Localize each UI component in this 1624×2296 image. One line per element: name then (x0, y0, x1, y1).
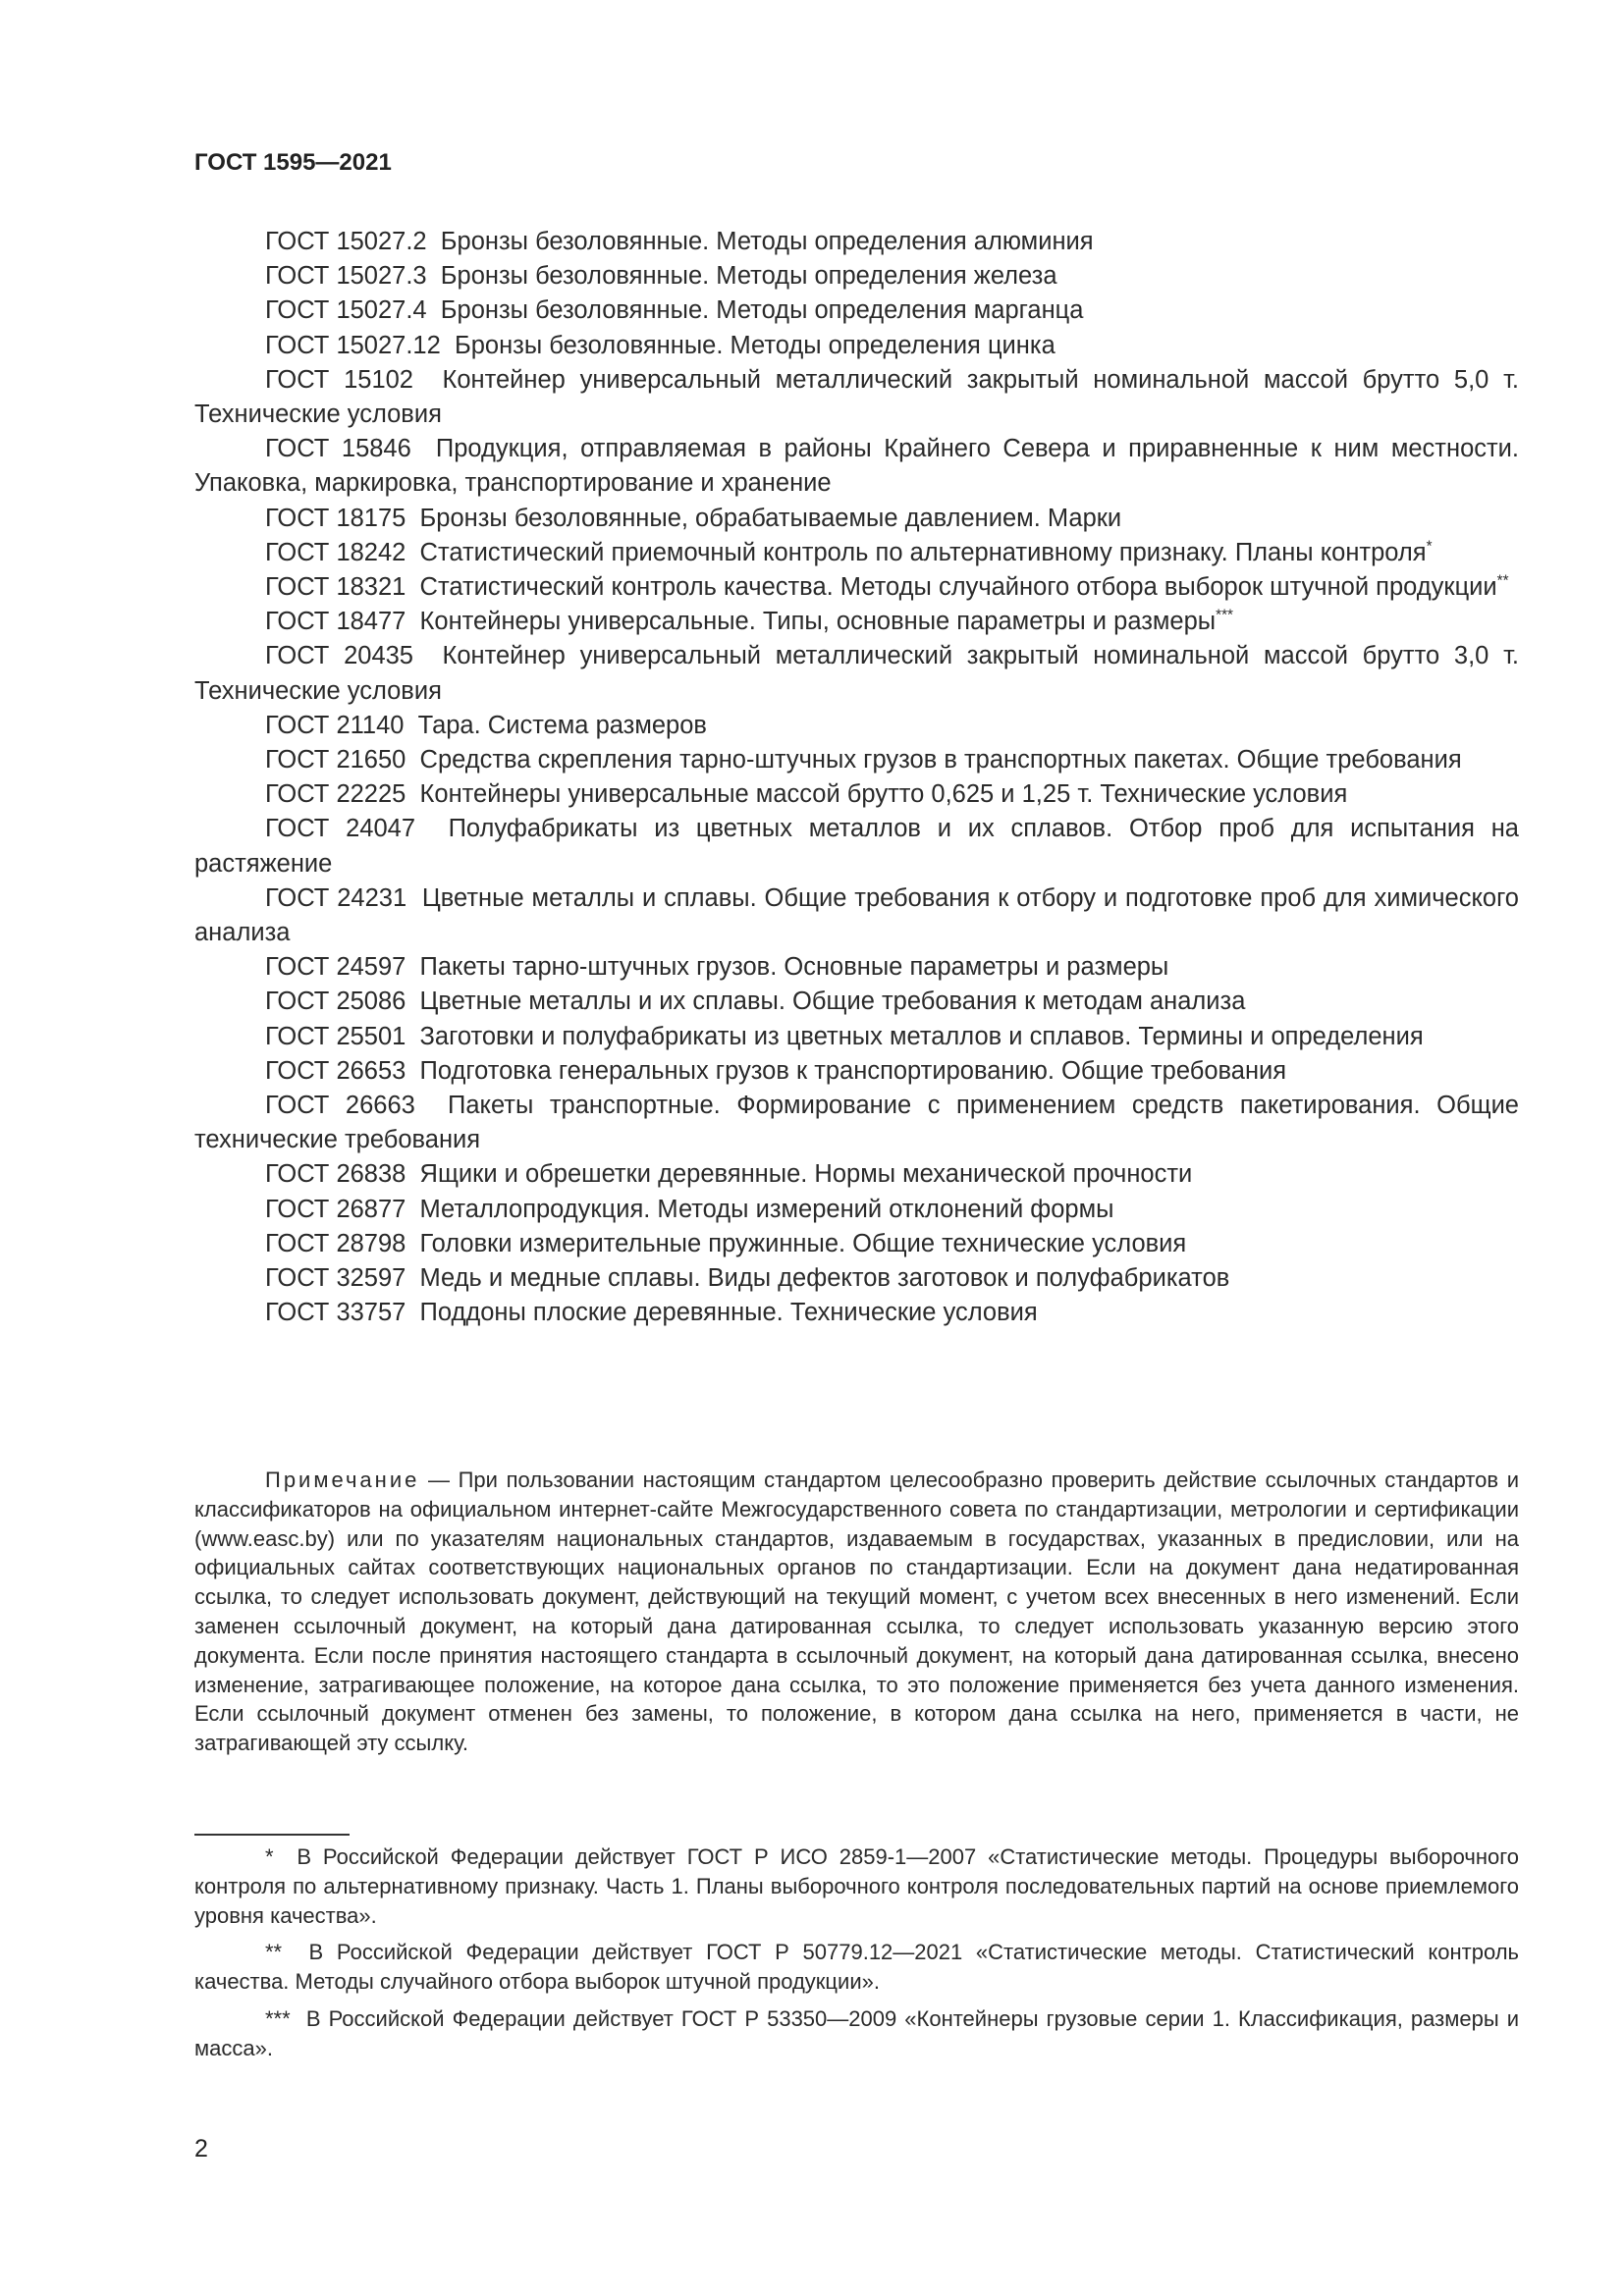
footnote-text: В Российской Федерации действует ГОСТ Р 50779.12—2021 «Статистические методы. Статистический контроль качества. Методы случайного отбора выборок штучной продукции». (194, 1940, 1519, 1995)
reference-title: Контейнеры универсальные. Типы, основные параметры и размеры (419, 608, 1217, 636)
footnote-mark: ** (1496, 572, 1509, 590)
footnote-text: В Российской Федерации действует ГОСТ Р 53350—2009 «Контейнеры грузовые серии 1. Классификация, размеры и масса». (194, 2005, 1519, 2060)
reference-title: Цветные металлы и их сплавы. Общие требования к методам анализа (419, 988, 1246, 1016)
reference-item (194, 743, 1519, 777)
reference-code: ГОСТ 25086 (265, 988, 406, 1016)
reference-title: Контейнер универсальный металлический закрытый номинальной массой брутто 3,0 т. Технические условия (194, 642, 1520, 705)
reference-title: Головки измерительные пружинные. Общие технические условия (419, 1229, 1187, 1257)
footnote (194, 1938, 1519, 1997)
reference-title: Подготовка генеральных грузов к транспортированию. Общие требования (419, 1056, 1287, 1085)
footnote (194, 1842, 1519, 1930)
reference-title: Бронзы безоловянные. Методы определения железа (440, 262, 1057, 291)
reference-item (194, 259, 1519, 294)
reference-title: Медь и медные сплавы. Виды дефектов заготовок и полуфабрикатов (419, 1264, 1230, 1293)
reference-item (194, 639, 1519, 708)
reference-code: ГОСТ 20435 (265, 642, 413, 670)
reference-title: Контейнеры универсальные массой брутто 0,625 и 1,25 т. Технические условия (419, 780, 1348, 809)
references-list (194, 225, 1519, 1331)
footnotes (194, 1842, 1519, 2071)
reference-title: Заготовки и полуфабрикаты из цветных металлов и сплавов. Термины и определения (419, 1022, 1424, 1050)
reference-item (194, 329, 1519, 363)
reference-code: ГОСТ 18477 (265, 608, 406, 636)
reference-item (194, 502, 1519, 536)
reference-code: ГОСТ 24231 (265, 883, 407, 912)
page-number: 2 (194, 2135, 208, 2163)
reference-code: ГОСТ 15027.2 (265, 228, 427, 255)
reference-code: ГОСТ 15846 (265, 435, 411, 463)
reference-code: ГОСТ 18175 (265, 504, 406, 532)
reference-item (194, 1296, 1519, 1330)
reference-item (194, 1054, 1519, 1089)
reference-code: ГОСТ 32597 (265, 1264, 406, 1293)
footnote-text: В Российской Федерации действует ГОСТ Р ИСО 2859-1—2007 «Статистические методы. Процедуры выборочного контроля по альтернативному признаку. Часть 1. Планы выборочного контроля последовательных партий на основе приемлемого уровня качества». (194, 1844, 1520, 1928)
reference-code: ГОСТ 25501 (265, 1022, 406, 1050)
footnote (194, 2004, 1519, 2063)
reference-item (194, 570, 1519, 605)
reference-item (194, 294, 1519, 328)
reference-item (194, 1261, 1519, 1296)
reference-code: ГОСТ 15027.4 (265, 296, 427, 325)
reference-title: Бронзы безоловянные. Методы определения алюминия (440, 228, 1094, 255)
reference-title: Бронзы безоловянные, обрабатываемые давлением. Марки (419, 504, 1122, 532)
reference-item (194, 225, 1519, 259)
reference-title: Поддоны плоские деревянные. Технические условия (419, 1299, 1038, 1327)
reference-code: ГОСТ 15027.3 (265, 262, 427, 291)
reference-item (194, 709, 1519, 743)
reference-item (194, 1020, 1519, 1054)
reference-item (194, 363, 1519, 432)
note-paragraph (194, 1466, 1519, 1758)
footnote-marker: * (265, 1844, 274, 1869)
note-block (194, 1466, 1519, 1758)
reference-code: ГОСТ 28798 (265, 1229, 406, 1257)
reference-title: Ящики и обрешетки деревянные. Нормы механической прочности (419, 1160, 1193, 1189)
reference-title: Бронзы безоловянные. Методы определения цинка (454, 331, 1056, 359)
reference-title: Средства скрепления тарно-штучных грузов в транспортных пакетах. Общие требования (419, 746, 1462, 774)
reference-code: ГОСТ 21650 (265, 746, 406, 774)
reference-code: ГОСТ 18321 (265, 573, 406, 602)
page-header: ГОСТ 1595—2021 (194, 149, 392, 176)
reference-code: ГОСТ 22225 (265, 780, 406, 809)
footnote-separator (194, 1834, 350, 1836)
reference-item (194, 950, 1519, 985)
reference-item (194, 881, 1519, 950)
reference-item (194, 1227, 1519, 1261)
footnote-mark: *** (1216, 607, 1233, 624)
reference-code: ГОСТ 15027.12 (265, 331, 441, 359)
reference-code: ГОСТ 26838 (265, 1160, 406, 1189)
reference-item (194, 1193, 1519, 1227)
reference-code: ГОСТ 26653 (265, 1056, 406, 1085)
note-text: — При пользовании настоящим стандартом целесообразно проверить действие ссылочных стандартов и классификаторов на официальном интернет-сайте Межгосударственного совета по стандартизации, метрологии и сертификации (www.easc.by) или по указателям национальных стандартов, издаваемым в государствах, указанных в предисловии, или на официальных сайтах соответствующих национальных органов по стандартизации. Если на документ дана недатированная ссылка, то следует использовать документ, действующий на текущий момент, с учетом всех внесенных в него изменений. Если заменен ссылочный документ, на который дана датированная ссылка, то следует использовать указанную версию этого документа. Если после принятия настоящего стандарта в ссылочный документ, на который дана датированная ссылка, внесено изменение, затрагивающее положение, на которое дана ссылка, то это положение применяется без учета данного изменения. Если ссылочный документ отменен без замены, то положение, в котором дана ссылка на него, применяется в части, не затрагивающей эту ссылку. (194, 1468, 1520, 1756)
reference-code: ГОСТ 24597 (265, 953, 406, 982)
reference-title: Полуфабрикаты из цветных металлов и их сплавов. Отбор проб для испытания на растяжение (194, 815, 1519, 878)
note-label: Примечание (265, 1468, 420, 1492)
reference-code: ГОСТ 21140 (265, 711, 405, 739)
reference-title: Металлопродукция. Методы измерений отклонений формы (419, 1195, 1114, 1223)
reference-code: ГОСТ 15102 (265, 365, 413, 394)
reference-item (194, 985, 1519, 1019)
reference-title: Тара. Система размеров (417, 711, 707, 739)
reference-code: ГОСТ 33757 (265, 1299, 406, 1327)
reference-title: Статистический приемочный контроль по альтернативному признаку. Планы контроля (419, 538, 1427, 566)
reference-code: ГОСТ 24047 (265, 815, 416, 843)
footnote-marker: ** (265, 1940, 283, 1965)
reference-title: Пакеты тарно-штучных грузов. Основные параметры и размеры (419, 953, 1169, 982)
reference-item (194, 605, 1519, 639)
reference-title: Статистический контроль качества. Методы случайного отбора выборок штучной продукции (419, 573, 1497, 602)
reference-item (194, 1089, 1519, 1157)
footnote-marker: *** (265, 2005, 291, 2031)
reference-item (194, 812, 1519, 881)
reference-item (194, 777, 1519, 812)
reference-code: ГОСТ 26877 (265, 1195, 406, 1223)
reference-title: Пакеты транспортные. Формирование с применением средств пакетирования. Общие технические требования (194, 1092, 1519, 1154)
reference-title: Продукция, отправляемая в районы Крайнего Севера и приравненные к ним местности. Упаковка, маркировка, транспортирование и хранение (194, 435, 1520, 498)
reference-code: ГОСТ 26663 (265, 1092, 415, 1120)
reference-item (194, 432, 1519, 501)
reference-item (194, 1157, 1519, 1192)
reference-title: Контейнер универсальный металлический закрытый номинальной массой брутто 5,0 т. Технические условия (194, 365, 1520, 429)
reference-title: Цветные металлы и сплавы. Общие требования к отбору и подготовке проб для химического анализа (194, 883, 1519, 947)
reference-code: ГОСТ 18242 (265, 538, 406, 566)
reference-title: Бронзы безоловянные. Методы определения марганца (440, 296, 1084, 325)
footnote-mark: * (1426, 538, 1433, 556)
reference-item (194, 536, 1519, 570)
